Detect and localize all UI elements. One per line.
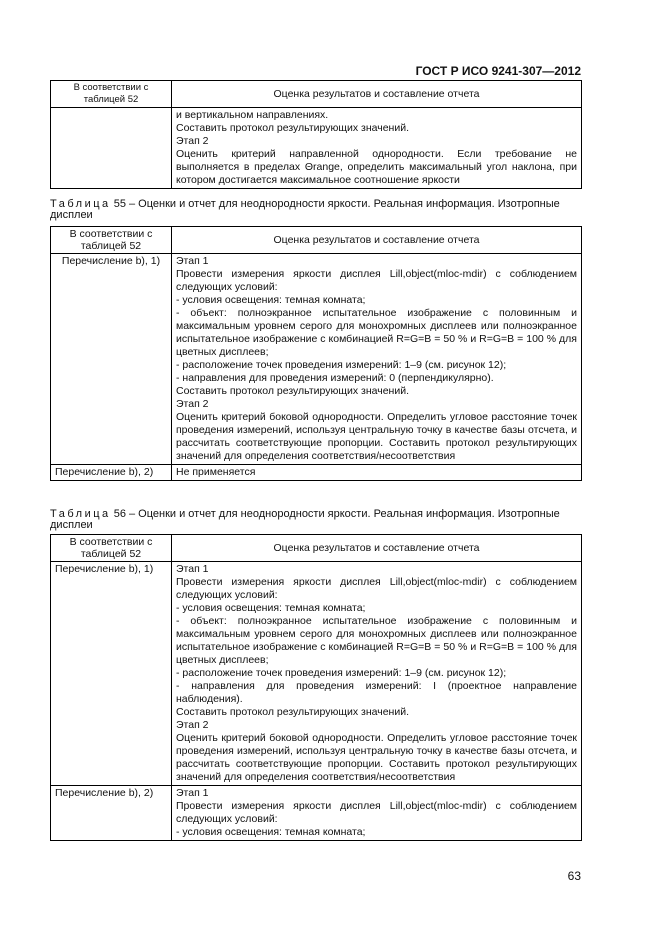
table-56-caption — [50, 509, 585, 531]
table-55 — [50, 226, 582, 481]
text-line: Составить протокол результирующих значений. — [176, 122, 409, 134]
text-line: Этап 1 — [176, 787, 209, 799]
text-line: и вертикальном направлениях. — [176, 109, 329, 121]
col1-header: В соответствии с таблицей 52 — [51, 535, 172, 562]
col1-header: В соответствии с таблицей 52 — [51, 227, 172, 254]
table-56 — [50, 534, 582, 841]
text-line: Составить протокол результирующих значений. — [176, 385, 409, 397]
row-label: Перечисление b), 2) — [51, 465, 172, 481]
text-line: - направления для проведения измерений: I (проектное направление наблюдения). — [176, 680, 577, 705]
table-55-caption — [50, 199, 585, 221]
text-line: - условия освещения: темная комната; — [176, 826, 366, 838]
text-line: Этап 1 — [176, 563, 209, 575]
text-line: Оценить критерий направленной однородности. Если требование не выполняется в пределах Θrange, определить максимальный угол наклона, при котором достигается максимальное соотношение яркости — [176, 148, 577, 186]
col2-header: Оценка результатов и составление отчета — [172, 227, 582, 254]
caption-text: 56 – Оценки и отчет для неоднородности яркости. Реальная информация. Изотропные дисплеи — [50, 508, 560, 531]
caption-prefix: Таблица — [50, 198, 111, 210]
text-line: Провести измерения яркости дисплея Lill,object(mloc-mdir) с соблюдением следующих условий: — [176, 800, 577, 825]
text-line: - условия освещения: темная комната; — [176, 602, 366, 614]
col2-header: Оценка результатов и составление отчета — [172, 81, 582, 108]
text-line: - направления для проведения измерений: 0 (перпендикулярно). — [176, 372, 494, 384]
text-line: Оценить критерий боковой однородности. Определить угловое расстояние точек проведения измерений, используя центральную точку в качестве базы отсчета, и рассчитать соответствующие пропорции. Составить протокол результирующих значений для определения соответствия/несоответствия — [176, 411, 577, 462]
text-line: - расположение точек проведения измерений: 1–9 (см. рисунок 12); — [176, 359, 507, 371]
text-line: - условия освещения: темная комната; — [176, 294, 366, 306]
table-cell: Не применяется — [172, 465, 582, 481]
table-cell — [172, 108, 582, 189]
caption-prefix: Таблица — [50, 508, 111, 520]
text-line: Этап 2 — [176, 719, 209, 731]
table-continuation — [50, 80, 582, 189]
page-number: 63 — [567, 869, 581, 883]
row-label: Перечисление b), 1) — [51, 562, 172, 786]
document-header: ГОСТ Р ИСО 9241-307—2012 — [415, 64, 581, 78]
table-cell — [172, 786, 582, 841]
row-label: Перечисление b), 1) — [51, 254, 172, 465]
text-line: - объект: полноэкранное испытательное изображение с половинным и максимальным уровнем серого для монохромных дисплеев или полноэкранное испытательное изображение с комбинацией R=G=B = 50 % и R=G=B = 100 % для цветных дисплеев; — [176, 307, 577, 358]
text-line: Провести измерения яркости дисплея Lill,object(mloc-mdir) с соблюдением следующих условий: — [176, 576, 577, 601]
text-line: Оценить критерий боковой однородности. Определить угловое расстояние точек проведения измерений, используя центральную точку в качестве базы отсчета, и рассчитать соответствующие пропорции. Составить протокол результирующих значений для определения соответствия/несоответствия — [176, 732, 577, 783]
empty-cell — [51, 108, 172, 189]
text-line: Провести измерения яркости дисплея Lill,object(mloc-mdir) с соблюдением следующих условий: — [176, 268, 577, 293]
row-label: Перечисление b), 2) — [51, 786, 172, 841]
text-line: Составить протокол результирующих значений. — [176, 706, 409, 718]
text-line: - объект: полноэкранное испытательное изображение с половинным и максимальным уровнем серого для монохромных дисплеев или полноэкранное испытательное изображение с комбинацией R=G=B = 50 % и R=G=B = 100 % для цветных дисплеев; — [176, 615, 577, 666]
table-cell — [172, 254, 582, 465]
text-line: Этап 2 — [176, 135, 209, 147]
caption-text: 55 – Оценки и отчет для неоднородности яркости. Реальная информация. Изотропные дисплеи — [50, 198, 560, 221]
text-line: - расположение точек проведения измерений: 1–9 (см. рисунок 12); — [176, 667, 507, 679]
text-line: Этап 2 — [176, 398, 209, 410]
text-line: Этап 1 — [176, 255, 209, 267]
col2-header: Оценка результатов и составление отчета — [172, 535, 582, 562]
table-cell — [172, 562, 582, 786]
col1-header: В соответствии с таблицей 52 — [51, 81, 172, 108]
